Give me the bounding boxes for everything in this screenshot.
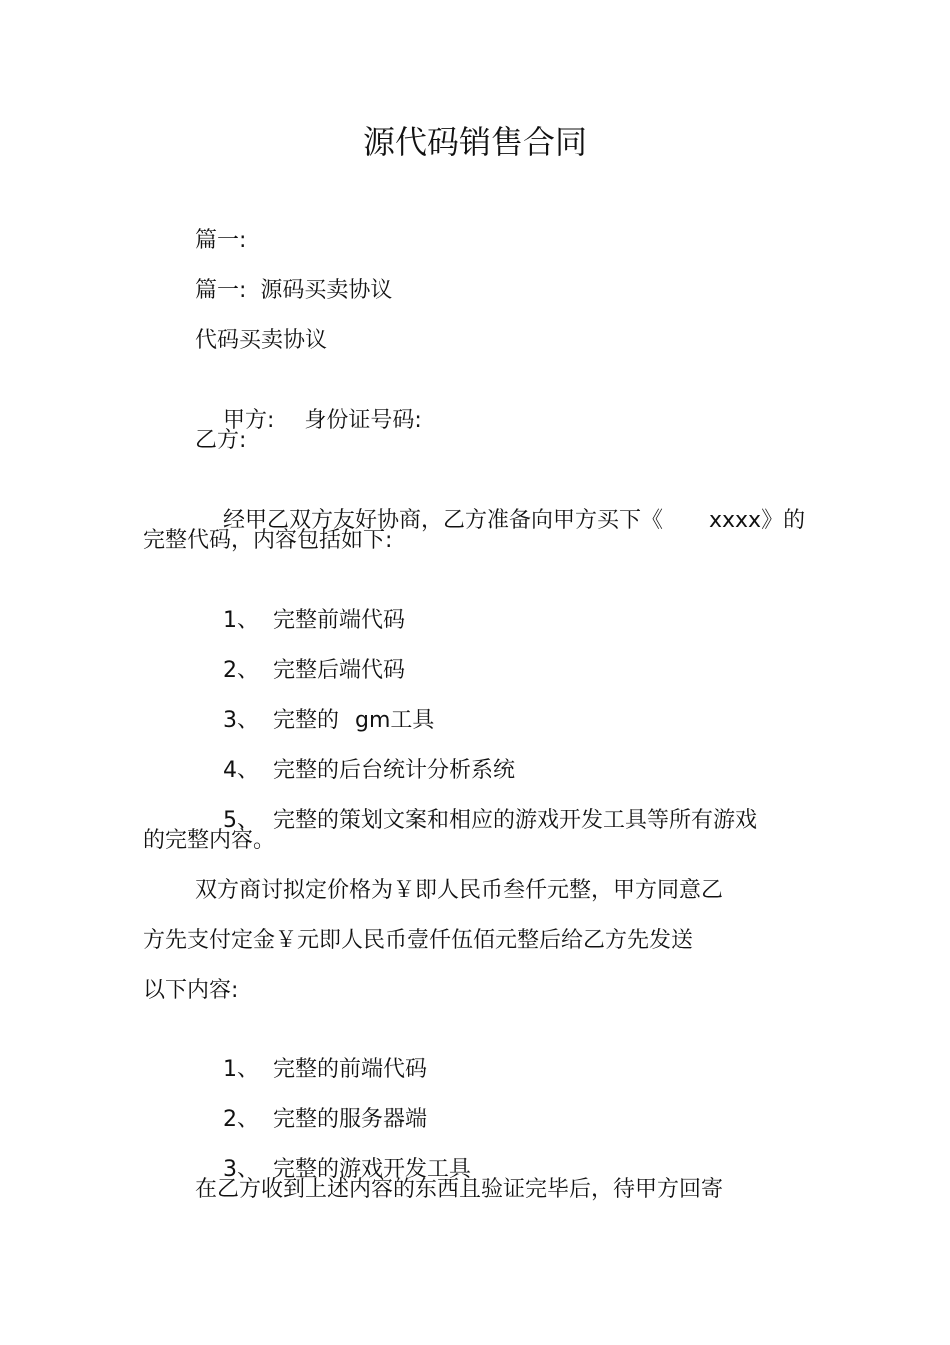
paragraph-line: 双方商讨拟定价格为￥即人民币叁仟元整，甲方同意乙 (195, 878, 724, 903)
list-text: 完整的游戏开发工具 (272, 1157, 471, 1182)
section-heading: 篇一: (195, 228, 247, 253)
list-number: 1、 (222, 1057, 259, 1082)
list-number: 1、 (222, 608, 259, 633)
product-name: xxxx (709, 508, 762, 533)
list-number: 2、 (222, 658, 259, 683)
list-text: 完整的服务器端 (272, 1107, 427, 1132)
list-number: 3、 (222, 708, 259, 733)
list-number: 5、 (222, 808, 259, 833)
list-item (195, 776, 757, 866)
paragraph-line: 的完整内容。 (143, 828, 276, 853)
document-title: 源代码销售合同 (362, 123, 587, 161)
list-text: 完整的策划文案和相应的游戏开发工具等所有游戏 (272, 808, 757, 833)
agreement-name: 代码买卖协议 (195, 328, 328, 353)
list-number: 3、 (222, 1157, 259, 1182)
paragraph-line: 以下内容: (143, 978, 239, 1003)
paragraph-text: 》的 (761, 508, 806, 533)
id-number-label: 身份证号码: (304, 408, 422, 433)
list-text: gm工具 (355, 708, 435, 733)
list-number: 2、 (222, 1107, 259, 1132)
section-subheading: 篇一: 源码买卖协议 (195, 278, 393, 303)
paragraph-line: 在乙方收到上述内容的东西且验证完毕后，待甲方回寄 (195, 1177, 724, 1202)
list-text: 完整的前端代码 (272, 1057, 427, 1082)
paragraph-line: 方先支付定金￥元即人民币壹仟伍佰元整后给乙方先发送 (143, 928, 694, 953)
paragraph-text: 经甲乙双方友好协商，乙方准备向甲方买下《 (222, 508, 663, 533)
list-number: 4、 (222, 758, 259, 783)
party-a-label: 甲方: (222, 408, 275, 433)
list-text: 完整后端代码 (272, 658, 405, 683)
paragraph-line: 完整代码，内容包括如下: (143, 528, 393, 553)
list-text: 完整的 (272, 708, 339, 733)
list-text: 完整的后台统计分析系统 (272, 758, 515, 783)
list-text: 完整前端代码 (272, 608, 405, 633)
party-b-label: 乙方: (195, 428, 247, 453)
